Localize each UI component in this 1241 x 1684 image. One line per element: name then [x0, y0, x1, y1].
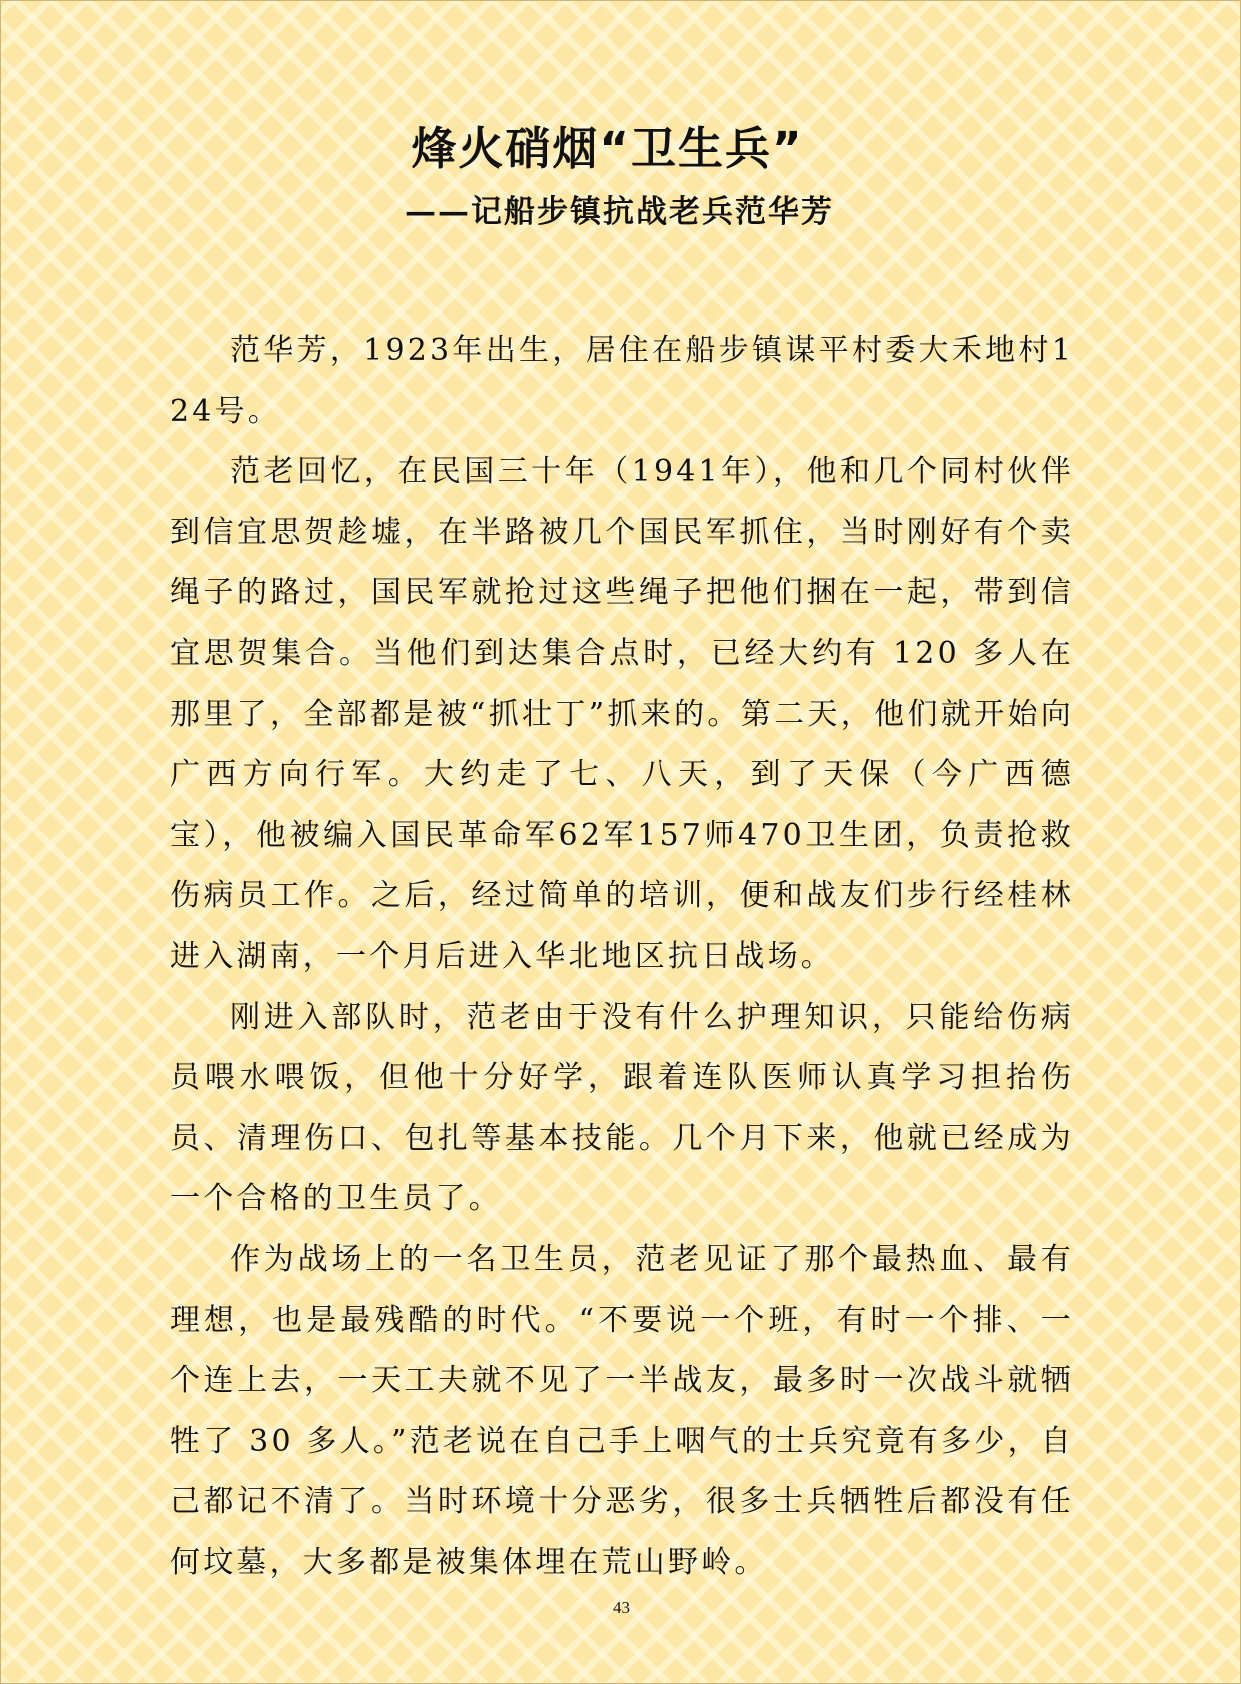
body-paragraph: 作为战场上的一名卫生员，范老见证了那个最热血、最有理想，也是最残酷的时代。“不要说一个班，有时一个排、一个连上去，一天工夫就不见了一半战友，最多时一次战斗就牺牲了 30 多人。”范老说在自己手上咽气的士兵究竟有多少，自己都记不清了。当时环境十分恶劣，很多士兵牺牲后都没有任何坟墓，大多都是被集体埋在荒山野岭。 — [170, 1241, 1074, 1580]
article-body — [170, 321, 1074, 1593]
body-paragraph: 范华芳，1923年出生，居住在船步镇谋平村委大禾地村124号。 — [170, 333, 1074, 429]
body-paragraph: 刚进入部队时，范老由于没有什么护理知识，只能给伤病员喂水喂饭，但他十分好学，跟着连队医师认真学习担抬伤员、清理伤口、包扎等基本技能。几个月下来，他就已经成为一个合格的卫生员了。 — [170, 999, 1074, 1217]
page-number: 43 — [613, 1598, 630, 1617]
article-title: 烽火硝烟“卫生兵” — [411, 122, 804, 175]
article-subtitle: ——记船步镇抗战老兵范华芳 — [405, 194, 834, 230]
body-paragraph: 范老回忆，在民国三十年（1941年），他和几个同村伙伴到信宜思贺趁墟，在半路被几个国民军抓住，当时刚好有个卖绳子的路过，国民军就抢过这些绳子把他们捆在一起，带到信宜思贺集合。当他们到达集合点时，已经大约有 120 多人在那里了，全部都是被“抓壮丁”抓来的。第二天，他们就开始向广西方向行军。大约走了七、八天，到了天保（今广西德宝），他被编入国民革命军62军157师470卫生团，负责抢救伤病员工作。之后，经过简单的培训，便和战友们步行经桂林进入湖南，一个月后进入华北地区抗日战场。 — [170, 454, 1074, 974]
